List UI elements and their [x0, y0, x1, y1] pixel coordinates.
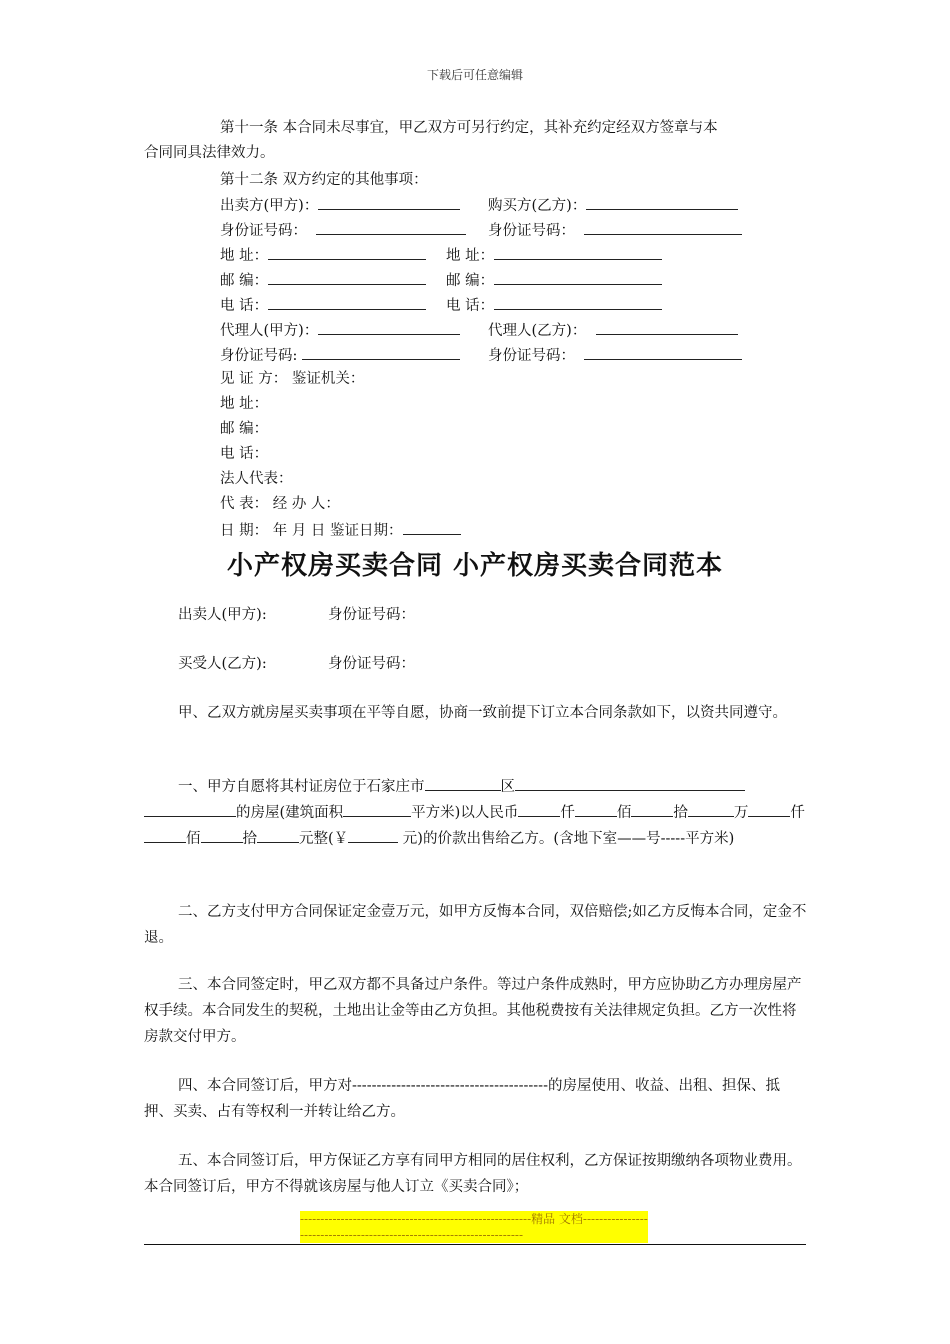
buyer-phone-label: 电 话： [446, 294, 662, 316]
footer-divider [144, 1244, 806, 1245]
seller-postcode-label: 邮 编： [220, 269, 426, 291]
buyer-id-label: 身份证号码： [488, 219, 742, 241]
intro-paragraph: 甲、乙双方就房屋买卖事项在平等自愿，协商一致前提下订立本合同条款如下，以资共同遵守。 [178, 705, 787, 721]
clause-2: 二、乙方支付甲方合同保证定金壹万元，如甲方反悔本合同，双倍赔偿;如乙方反悔本合同，定金不退。 [144, 904, 807, 946]
buyer-agent-id-label: 身份证号码： [488, 344, 742, 366]
seller-id-number-label: 身份证号码： [328, 607, 415, 623]
legal-rep-label: 法人代表： [220, 471, 293, 487]
document-title: 小产权房买卖合同 小产权房买卖合同范本 [226, 551, 724, 581]
buyer-agent-label: 代理人(乙方)： [488, 319, 738, 341]
article-11-line2: 合同同具法律效力。 [144, 145, 275, 161]
witness-address-label: 地 址： [220, 396, 269, 412]
buyer-postcode-label: 邮 编： [446, 269, 662, 291]
article-11-line1: 第十一条 本合同未尽事宜，甲乙双方可另行约定，其补充约定经双方签章与本 [220, 120, 718, 136]
seller-phone-label: 电 话： [220, 294, 426, 316]
clause-5: 五、本合同签订后，甲方保证乙方享有同甲方相同的居住权利，乙方保证按期缴纳各项物业费用。本合同签订后，甲方不得就该房屋与他人订立《买卖合同》； [144, 1153, 802, 1195]
clause-3: 三、本合同签定时，甲乙双方都不具备过户条件。等过户条件成熟时，甲方应协助乙方办理房屋产权手续。本合同发生的契税，土地出让金等由乙方负担。其他税费按有关法律规定负担。乙方一次性将房款交付甲方。 [144, 977, 802, 1045]
seller-label: 出卖人(甲方): [178, 607, 267, 623]
clause-1: 一、甲方自愿将其村证房位于石家庄市 区的房屋(建筑面积 平方米)以人民币 仟 佰 拾 万 仟佰 拾 元整(￥ 元)的价款出售给乙方。(含地下室——号-----平方米) [144, 774, 808, 852]
witness-postcode-label: 邮 编： [220, 421, 269, 437]
clause-4: 四、本合同签订后，甲方对----------------------------------------的房屋使用、收益、出租、担保、抵押、买卖、占有等权利一并转让给乙方。 [144, 1078, 780, 1120]
buyer-party-label: 购买方(乙方)： [488, 194, 738, 216]
buyer-id-number-label: 身份证号码： [328, 656, 415, 672]
buyer-label: 买受人(乙方): [178, 656, 267, 672]
representative-label: 代 表： 经 办 人： [220, 496, 340, 512]
date-label: 日 期： 年 月 日 鉴证日期： [220, 519, 461, 541]
witness-label: 见 证 方： 鉴证机关： [220, 371, 365, 387]
footer-watermark: ---------------------------------------------------------精品 文档----------------------------------------------------------------------- [300, 1212, 648, 1242]
seller-party-label: 出卖方(甲方)： [220, 194, 460, 216]
seller-agent-label: 代理人(甲方)： [220, 319, 460, 341]
buyer-address-label: 地 址： [446, 244, 662, 266]
article-12: 第十二条 双方约定的其他事项： [220, 172, 428, 188]
seller-address-label: 地 址： [220, 244, 426, 266]
seller-id-label: 身份证号码： [220, 219, 466, 241]
witness-phone-label: 电 话： [220, 446, 269, 462]
seller-agent-id-label: 身份证号码: [220, 344, 460, 366]
page-header: 下载后可任意编辑 [426, 68, 523, 82]
